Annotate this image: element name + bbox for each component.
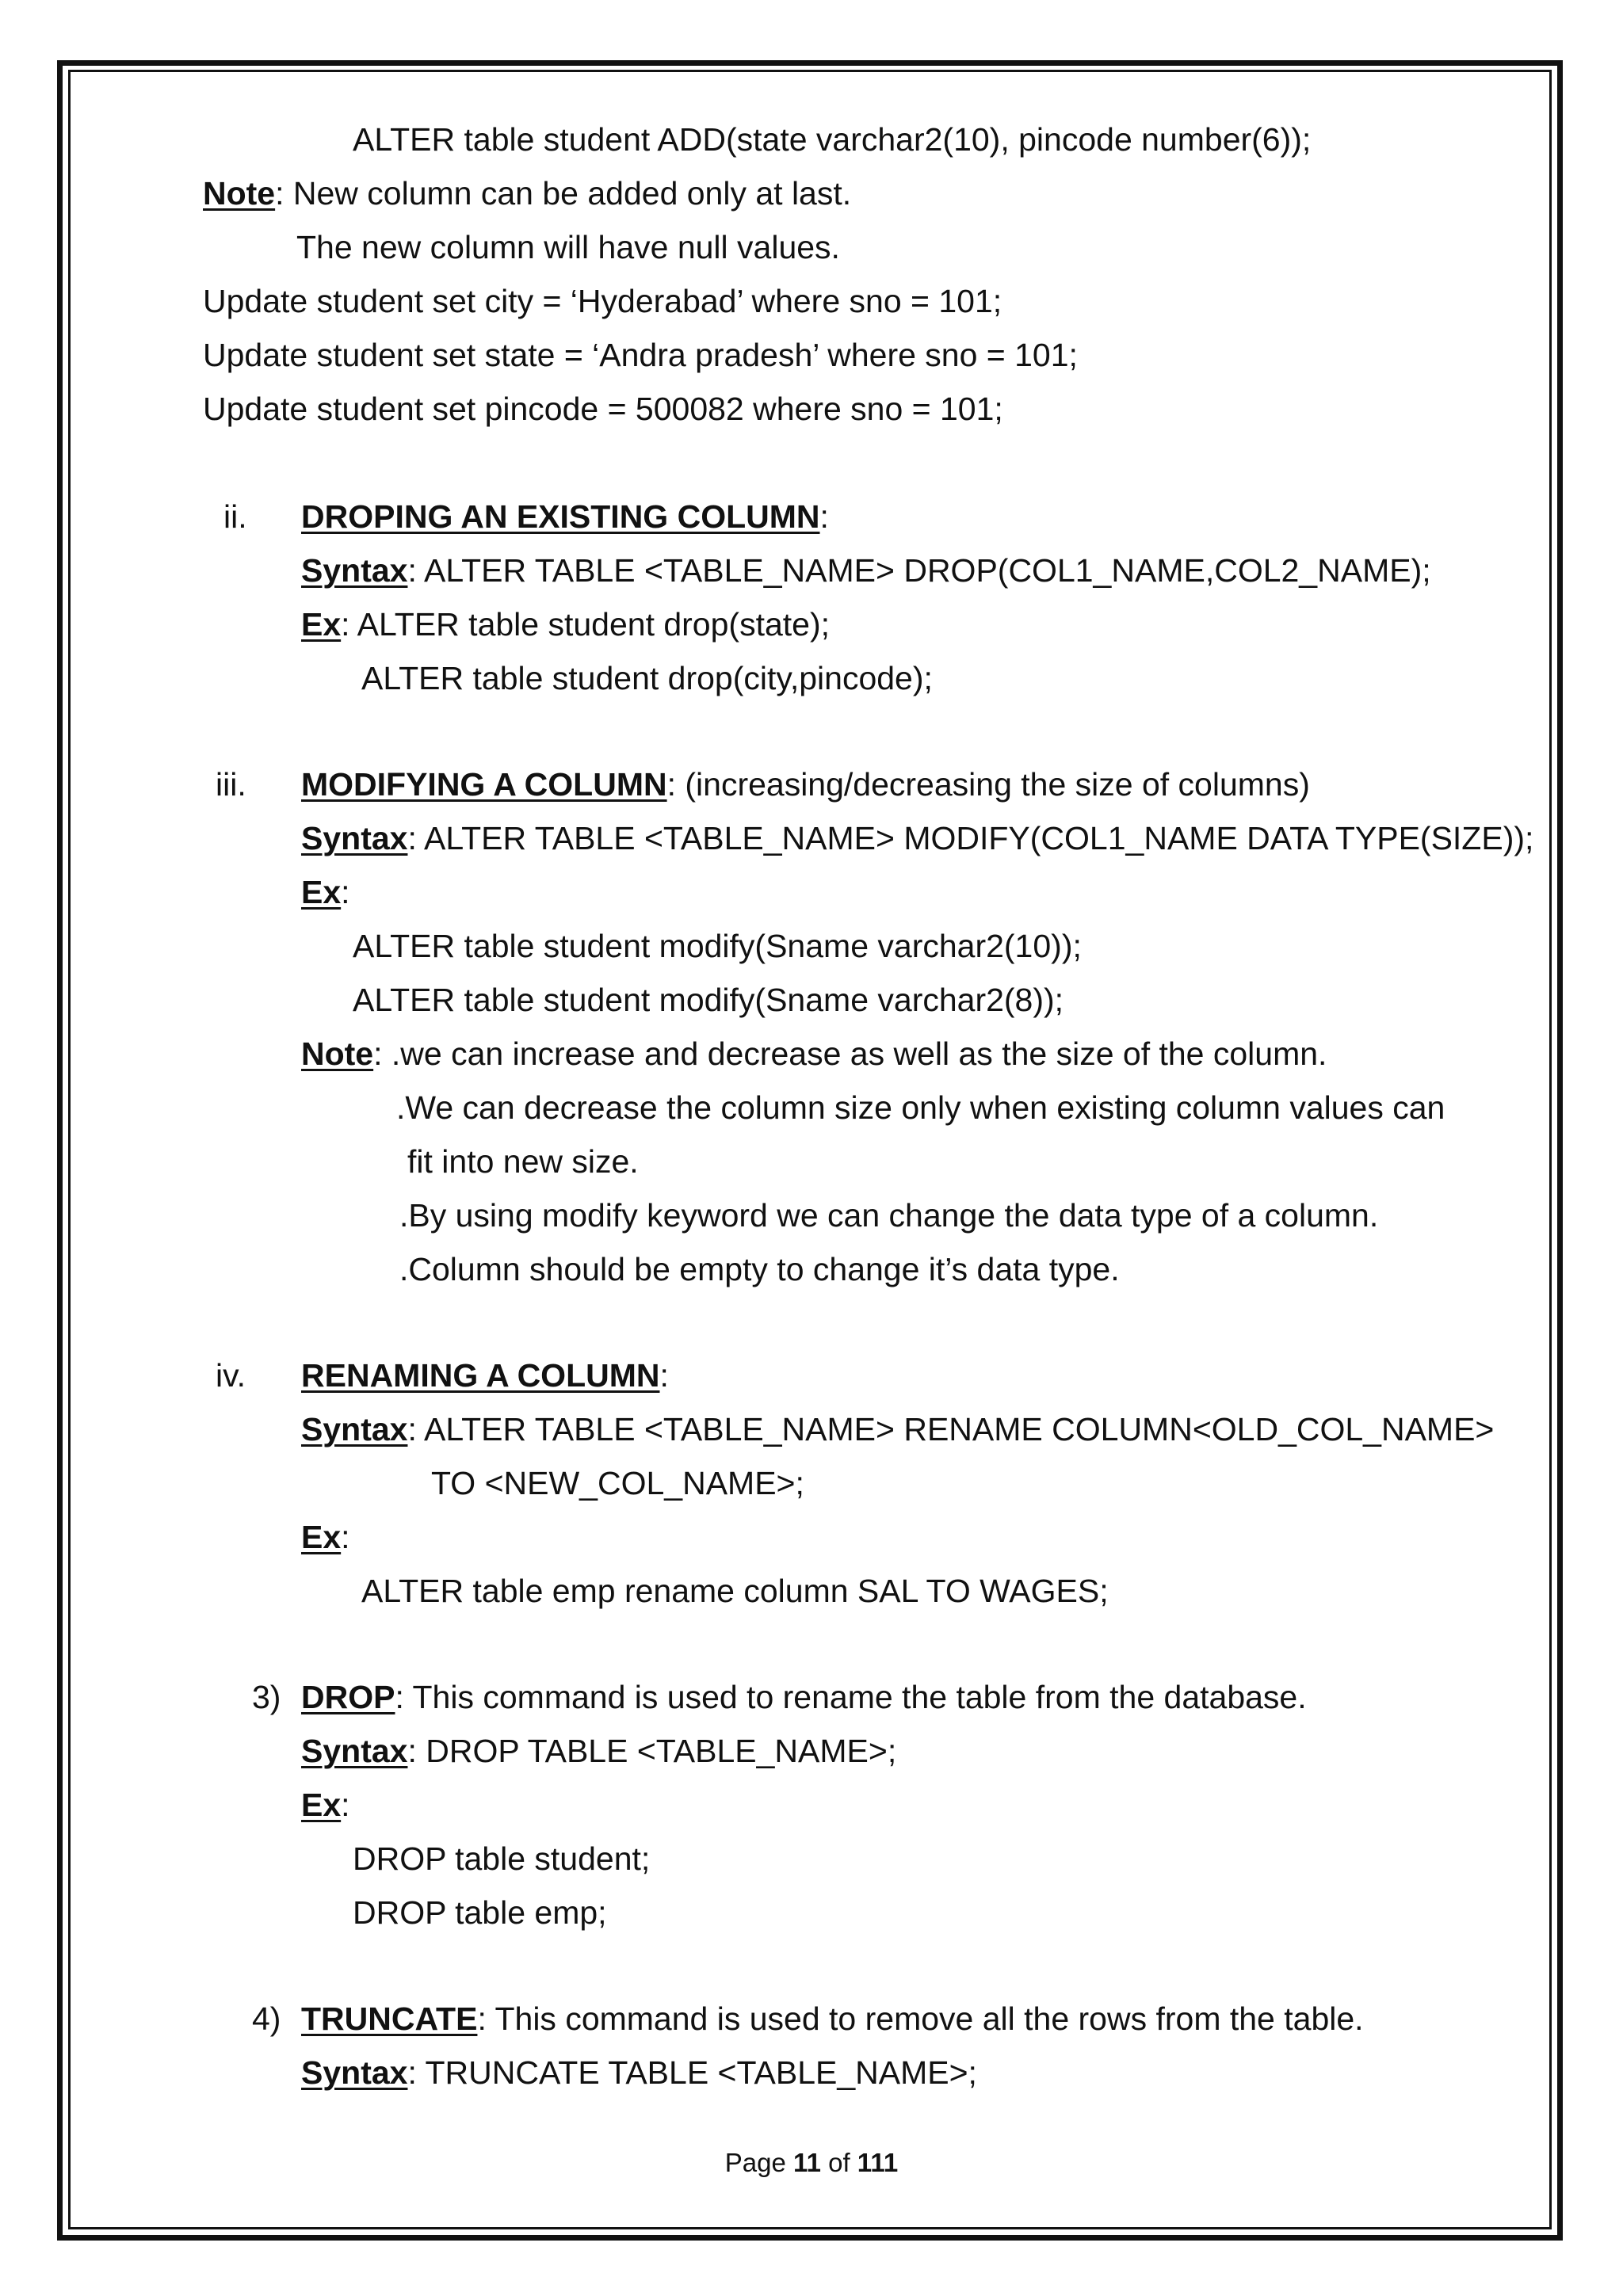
note-label: Note — [203, 175, 276, 212]
section-4-syntax-line: Syntax: TRUNCATE TABLE <TABLE_NAME>; — [301, 2054, 977, 2091]
section-ii-example-line: Ex: ALTER table student drop(state); — [301, 606, 830, 643]
syntax-label: Syntax — [301, 2054, 408, 2091]
section-ii-example-2: ALTER table student drop(city,pincode); — [361, 660, 933, 696]
footer-total-pages: 111 — [857, 2148, 899, 2177]
page-footer — [0, 2147, 1623, 2179]
syntax-label: Syntax — [301, 552, 408, 589]
section-iii-note-line: Note: .we can increase and decrease as well as the size of the column. — [301, 1035, 1327, 1072]
section-ii-heading-line: DROPING AN EXISTING COLUMN: — [301, 498, 829, 535]
update-state-statement: Update student set state = ‘Andra pradesh’ where sno = 101; — [203, 337, 1078, 373]
update-pincode-statement: Update student set pincode = 500082 where sno = 101; — [203, 391, 1003, 427]
section-iii-note-5: .Column should be empty to change it’s data type. — [399, 1251, 1120, 1287]
section-iii-note-4: .By using modify keyword we can change the data type of a column. — [399, 1197, 1379, 1234]
note-continuation: The new column will have null values. — [296, 229, 840, 265]
section-iv-example-1: ALTER table emp rename column SAL TO WAGES; — [361, 1573, 1109, 1609]
footer-page-number: 11 — [793, 2148, 821, 2177]
update-city-statement: Update student set city = ‘Hyderabad’ where sno = 101; — [203, 283, 1002, 319]
section-iii-heading-line: MODIFYING A COLUMN: (increasing/decreasing the size of columns) — [301, 766, 1310, 803]
section-iv-number: iv. — [216, 1357, 246, 1394]
section-iii-example-label-line: Ex: — [301, 874, 350, 910]
section-iii-heading: MODIFYING A COLUMN — [301, 766, 667, 803]
section-iv-example-label-line: Ex: — [301, 1519, 350, 1555]
footer-of-word: of — [828, 2148, 850, 2177]
section-4-heading-line: TRUNCATE: This command is used to remove all the rows from the table. — [301, 2000, 1364, 2037]
section-ii-heading: DROPING AN EXISTING COLUMN — [301, 498, 820, 535]
section-3-example-label-line: Ex: — [301, 1787, 350, 1823]
ex-label: Ex — [301, 874, 342, 910]
section-4-number: 4) — [252, 2000, 281, 2037]
section-iii-example-1: ALTER table student modify(Sname varchar2(10)); — [353, 928, 1082, 964]
section-3-number: 3) — [252, 1679, 281, 1715]
section-iv-syntax-continuation: TO <NEW_COL_NAME>; — [431, 1465, 804, 1501]
section-3-syntax-line: Syntax: DROP TABLE <TABLE_NAME>; — [301, 1733, 897, 1769]
ex-label: Ex — [301, 1519, 342, 1555]
section-iv-heading-line: RENAMING A COLUMN: — [301, 1357, 669, 1394]
ex-label: Ex — [301, 1787, 342, 1823]
section-ii-number: ii. — [223, 498, 247, 535]
section-iii-syntax-line: Syntax: ALTER TABLE <TABLE_NAME> MODIFY(COL1_NAME DATA TYPE(SIZE)); — [301, 820, 1534, 856]
syntax-label: Syntax — [301, 1733, 408, 1769]
section-3-example-2: DROP table emp; — [353, 1894, 607, 1931]
section-3-heading-line: DROP: This command is used to rename the table from the database. — [301, 1679, 1307, 1715]
section-iv-heading: RENAMING A COLUMN — [301, 1357, 660, 1394]
section-iii-number: iii. — [216, 766, 246, 803]
ex-label: Ex — [301, 606, 342, 643]
section-3-example-1: DROP table student; — [353, 1840, 651, 1877]
note-text: : New column can be added only at last. — [275, 175, 852, 212]
section-4-heading: TRUNCATE — [301, 2000, 478, 2037]
section-ii-syntax-line: Syntax: ALTER TABLE <TABLE_NAME> DROP(COL1_NAME,COL2_NAME); — [301, 552, 1431, 589]
section-iii-example-2: ALTER table student modify(Sname varchar2(8)); — [353, 982, 1064, 1018]
footer-page-word: Page — [724, 2148, 786, 2177]
section-iii-note-3: fit into new size. — [407, 1143, 639, 1180]
section-iv-syntax-line: Syntax: ALTER TABLE <TABLE_NAME> RENAME COLUMN<OLD_COL_NAME> — [301, 1411, 1495, 1447]
syntax-label: Syntax — [301, 1411, 408, 1447]
note-label: Note — [301, 1035, 374, 1072]
note-line — [203, 174, 851, 212]
alter-add-statement: ALTER table student ADD(state varchar2(10), pincode number(6)); — [353, 121, 1312, 158]
section-3-heading: DROP — [301, 1679, 395, 1715]
syntax-label: Syntax — [301, 820, 408, 856]
section-iii-note-2: .We can decrease the column size only when existing column values can — [396, 1089, 1445, 1126]
